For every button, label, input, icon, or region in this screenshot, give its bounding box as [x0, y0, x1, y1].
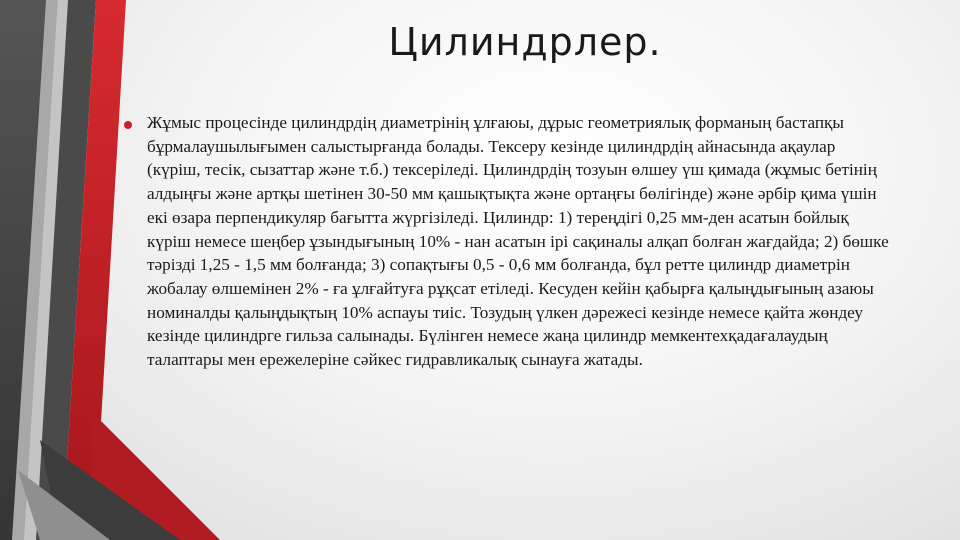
bullet-item: [122, 111, 892, 372]
bullet-text: Жұмыс процесінде цилиндрдің диаметрінің ұлғаюы, дұрыс геометриялық форманың бастапқы бұрмалаушылығымен салыстырғанда болады. Тексеру кезінде цилиндрдің айнасында ақаулар (күріш, тесік, сызаттар және т.б.) тексеріледі. Цилиндрдің тозуын өлшеу үш қимада (жұмыс бетінің алдыңғы және артқы шетінен 30-50 мм қашықтықта және ортаңғы бөлігінде) және әрбір қима үшін екі өзара перпендикуляр бағытта жүргізіледі. Цилиндр: 1) тереңдігі 0,25 мм-ден асатын бойлық күріш немесе шеңбер ұзындығының 10% - нан асатын ірі сақиналы алқап болған жағдайда; 2) бөшке тәрізді 1,25 - 1,5 мм болғанда; 3) сопақтығы 0,5 - 0,6 мм болғанда, бұл ретте цилиндр диаметрін жобалау өлшемінен 2% - ға ұлғайтуға рұқсат етіледі. Кесуден кейін қабырға қалыңдығының азаюы номиналды қалыңдықтың 10% аспауы тиіс. Тозудың үлкен дәрежесі кезінде немесе қайта жөндеу кезінде цилиндрге гильза салынады. Бүлінген немесе жаңа цилиндр мемкентехқадағалаудың талаптары мен ережелеріне сәйкес гидравликалық сынауға жатады.: [147, 113, 889, 370]
bullet-dot-icon: [124, 121, 132, 129]
slide-title: Цилиндрлер.: [388, 20, 662, 64]
bullet-list: [122, 111, 892, 372]
